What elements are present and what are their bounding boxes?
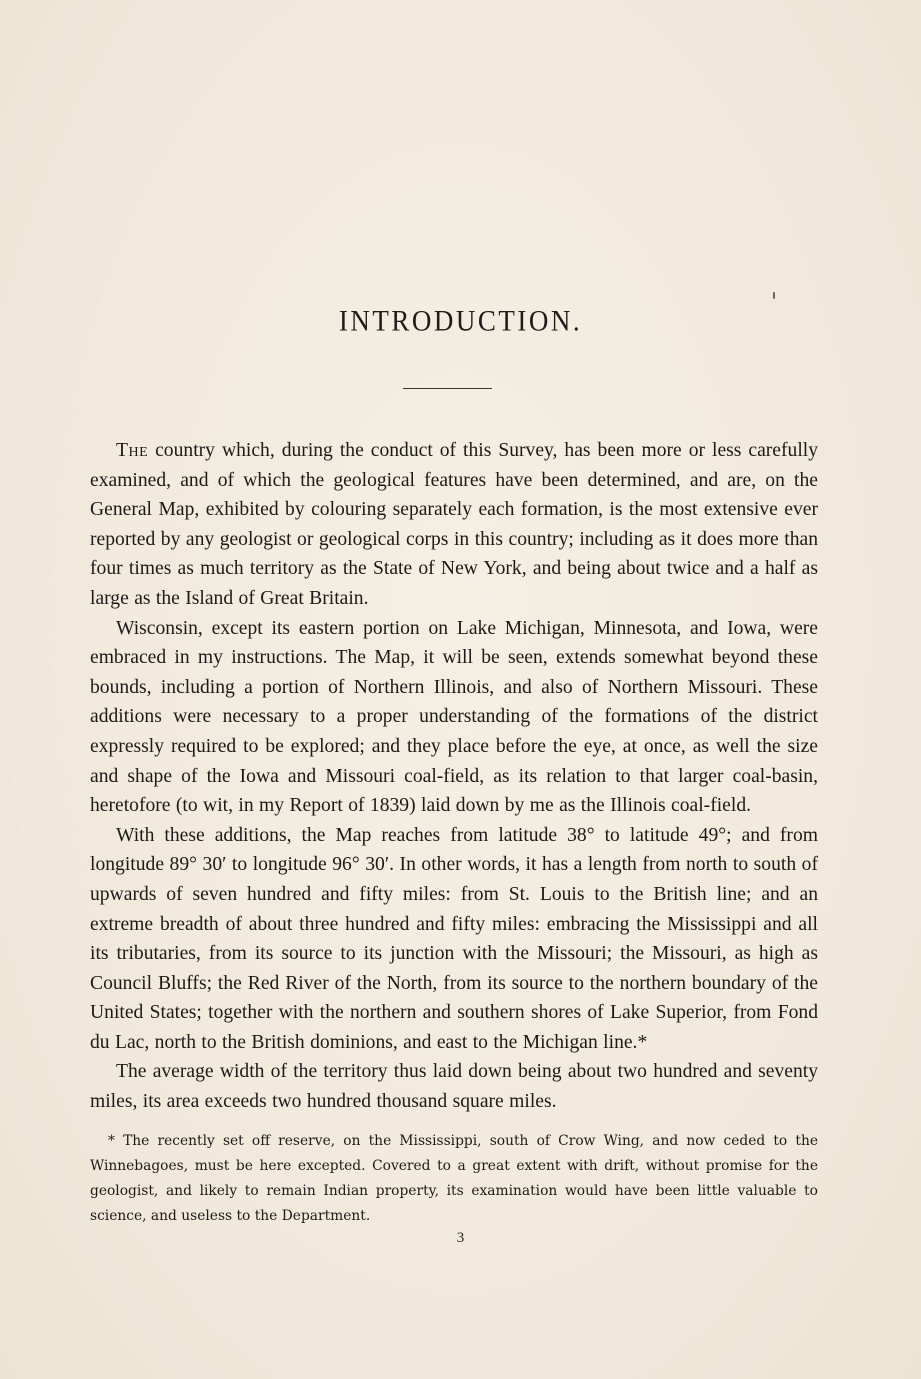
paragraph-2: Wisconsin, except its eastern portion on Lake Michigan, Minnesota, and Iowa, were embraced in my instructions. The Map, it will be seen, extends somewhat beyond these bounds, including a portion of Northern Illinois, and also of Northern Missouri. These additions were necessary to a proper understanding of the formations of the district expressly required to be explored; and they place before the eye, at once, as well the size and shape of the Iowa and Missouri coal-field, as its relation to that larger coal-basin, heretofore (to wit, in my Report of 1839) laid down by me as the Illinois coal-field. [90, 617, 818, 817]
body-text [90, 436, 818, 1229]
page-title: INTRODUCTION. [338, 304, 583, 338]
paragraph-3: With these additions, the Map reaches from latitude 38° to latitude 49°; and from longitude 89° 30′ to longitude 96° 30′. In other words, it has a length from north to south of upwards of seven hundred and fifty miles: from St. Louis to the British line; and an extreme breadth of about three hundred and fifty miles: embracing the Mississippi and all its tributaries, from its source to its junction with the Missouri; the Missouri, as high as Council Bluffs; the Red River of the North, from its source to the northern boundary of the United States; together with the northern and southern shores of Lake Superior, from Fond du Lac, north to the British dominions, and east to the Michigan line.* [90, 824, 818, 1053]
paragraph-4: The average width of the territory thus laid down being about two hundred and seventy miles, its area exceeds two hundred thousand square miles. [90, 1061, 818, 1113]
title-rule [403, 388, 492, 389]
paragraph-1-lead: The [116, 440, 149, 461]
page-number: 3 [456, 1230, 465, 1246]
paragraph-1-text: country which, during the conduct of this Survey, has been more or less carefully examined, and of which the geological features have been determined, and are, on the General Map, exhibited by colouring separately each formation, is the most extensive ever reported by any geologist or geological corps in this country; including as it does more than four times as much territory as the State of New York, and being about twice and a half as large as the Island of Great Britain. [90, 440, 818, 609]
footnote: * The recently set off reserve, on the Mississippi, south of Crow Wing, and now ceded to the Winnebagoes, must be here excepted. Covered to a great extent with drift, without promise for the geologist, and likely to remain Indian property, its examination would have been little valuable to science, and useless to the Department. [90, 1132, 818, 1224]
paragraph-1 [90, 436, 818, 614]
paper-speck [773, 292, 775, 299]
